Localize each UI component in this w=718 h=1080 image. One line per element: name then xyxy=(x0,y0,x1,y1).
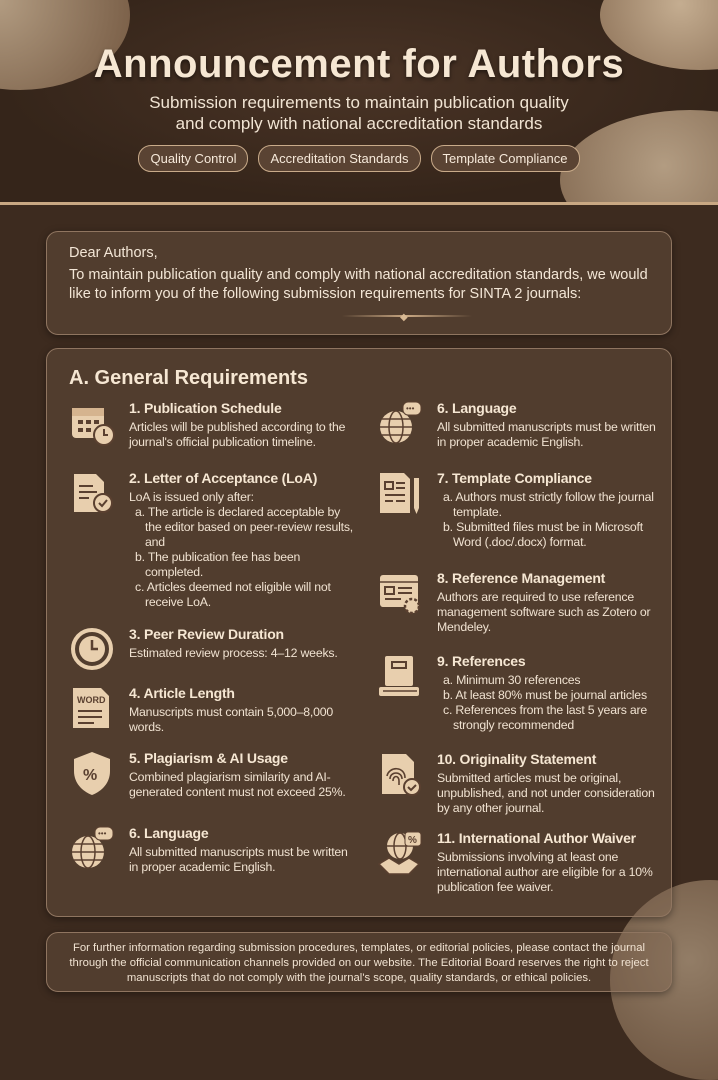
requirement-body: Submitted articles must be original, unpublished, and not under consideration by any other journal. xyxy=(437,771,655,815)
intro-text: To maintain publication quality and comply with national accreditation standards, we would like to inform you of the following submission requirements for SINTA 2 journals: xyxy=(69,267,648,302)
globe-chat-icon xyxy=(377,400,423,446)
requirement-title: 4. Article Length xyxy=(129,685,235,701)
requirement-item xyxy=(437,653,667,733)
requirement-body: Estimated review process: 4–12 weeks. xyxy=(129,646,338,660)
svg-text:%: % xyxy=(83,767,98,784)
requirement-item xyxy=(129,470,359,610)
requirement-title: 7. Template Compliance xyxy=(437,470,592,486)
requirement-body: Combined plagiarism similarity and AI-generated content must not exceed 25%. xyxy=(129,770,346,799)
globe-handshake-icon xyxy=(377,830,423,876)
tag-accreditation-standards: Accreditation Standards xyxy=(258,145,420,172)
requirement-title: 2. Letter of Acceptance (LoA) xyxy=(129,470,318,486)
requirement-list-item: b. At least 80% must be journal articles xyxy=(443,688,647,702)
requirement-title: 10. Originality Statement xyxy=(437,751,597,767)
section-title: A. General Requirements xyxy=(69,367,308,389)
requirement-title: 1. Publication Schedule xyxy=(129,400,282,416)
requirement-item xyxy=(98,825,359,875)
requirement-item xyxy=(437,470,667,550)
requirement-item xyxy=(129,626,359,661)
tag-quality-control: Quality Control xyxy=(138,145,248,172)
requirement-list-item: c. Articles deemed not eligible will not receive LoA. xyxy=(135,580,331,609)
ornament-divider xyxy=(342,315,472,317)
tag-template-compliance: Template Compliance xyxy=(431,145,580,172)
calendar-clock-icon xyxy=(69,400,115,446)
requirement-list-item: a. The article is declared acceptable by the editor based on peer-review results, and xyxy=(135,505,353,549)
svg-text:•••: ••• xyxy=(406,404,415,413)
requirement-list-item: b. The publication fee has been completed. xyxy=(135,550,301,579)
requirement-item xyxy=(437,570,667,635)
requirement-title: 8. Reference Management xyxy=(437,570,606,586)
requirement-body: All submitted manuscripts must be written in proper academic English. xyxy=(437,420,656,449)
requirement-body: Authors are required to use reference management software such as Zotero or Mendeley. xyxy=(437,590,651,634)
requirement-body: Manuscripts must contain 5,000–8,000 words. xyxy=(129,705,334,734)
requirement-item xyxy=(77,685,359,735)
template-pen-icon xyxy=(377,470,423,516)
subtitle: Submission requirements to maintain publication quality and comply with national accreditation standards xyxy=(149,93,569,133)
requirement-item xyxy=(406,400,667,450)
requirement-item xyxy=(83,750,359,800)
requirement-title: 3. Peer Review Duration xyxy=(129,626,284,642)
intro-card xyxy=(46,231,672,335)
clock-cycle-icon xyxy=(69,626,115,672)
shield-percent-icon xyxy=(69,750,115,796)
requirement-title: 6. Language xyxy=(437,400,517,416)
svg-text:WORD: WORD xyxy=(77,695,106,705)
fingerprint-document-icon xyxy=(377,751,423,797)
window-gear-icon xyxy=(377,570,423,616)
word-document-icon xyxy=(69,685,115,731)
requirement-title: 9. References xyxy=(437,653,526,669)
books-icon xyxy=(377,653,423,699)
requirement-item xyxy=(129,400,359,450)
footer-note: For further information regarding submission procedures, templates, or editorial policies, please contact the journal through the official communication channels provided on our website. The Editorial Board reserves the right to reject manuscripts that do not comply with the journal's scope, quality standards, or ethical policies. xyxy=(46,932,672,992)
requirement-item xyxy=(408,830,667,895)
requirement-list-item: c. References from the last 5 years are strongly recommended xyxy=(443,703,648,732)
svg-text:%: % xyxy=(408,835,417,846)
requirement-item xyxy=(437,751,667,816)
globe-chat-icon xyxy=(69,825,115,871)
tag-list xyxy=(0,145,718,172)
requirement-list-item: b. Submitted files must be in Microsoft Word (.doc/.docx) format. xyxy=(443,520,643,549)
requirements-card xyxy=(46,348,672,917)
header-banner xyxy=(0,0,718,205)
requirement-body: All submitted manuscripts must be written in proper academic English. xyxy=(129,845,348,874)
requirement-body: Articles will be published according to the journal's official publication timeline. xyxy=(129,420,346,449)
requirement-list-item: a. Minimum 30 references xyxy=(443,673,581,687)
requirement-list-item: a. Authors must strictly follow the journal template. xyxy=(443,490,654,519)
greeting: Dear Authors, xyxy=(69,245,158,261)
requirement-body: Submissions involving at least one international author are eligible for a 10% publication fee waiver. xyxy=(437,850,653,894)
svg-text:•••: ••• xyxy=(98,829,107,838)
page-title: Announcement for Authors xyxy=(93,42,625,86)
requirement-title: 6. Language xyxy=(129,825,209,841)
document-check-icon xyxy=(69,470,115,516)
requirement-title: 11. International Author Waiver xyxy=(437,830,636,846)
requirement-body: LoA is issued only after: xyxy=(129,490,254,504)
requirement-title: 5. Plagiarism & AI Usage xyxy=(129,750,288,766)
